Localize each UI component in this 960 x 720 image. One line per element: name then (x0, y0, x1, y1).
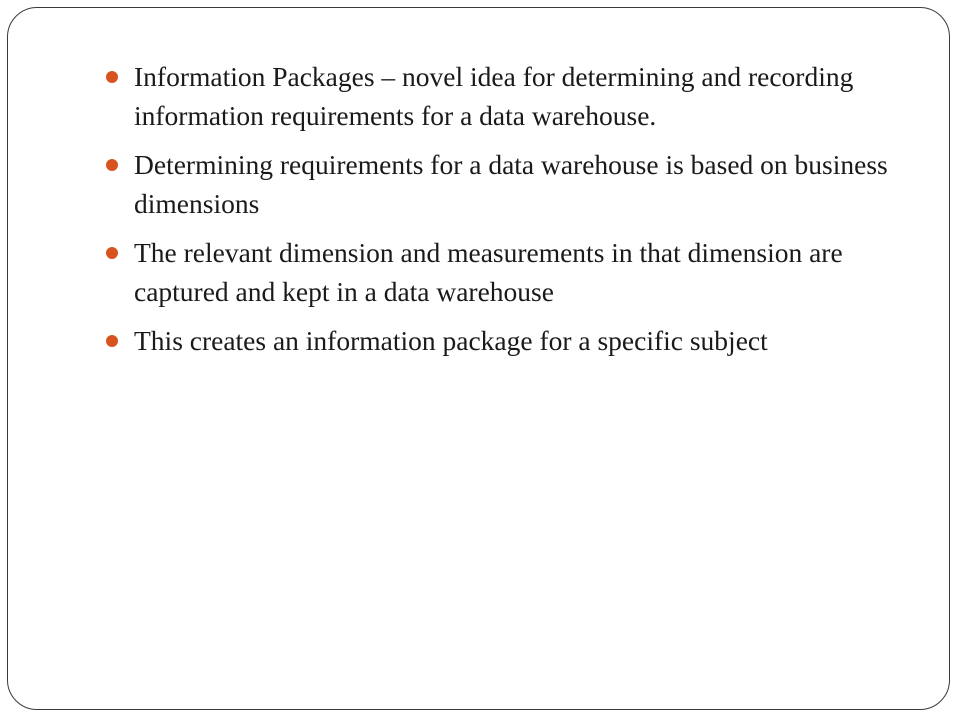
bullet-dot-icon (106, 247, 118, 259)
bullet-text: This creates an information package for a specific subject (134, 325, 768, 356)
bullet-item (105, 145, 895, 223)
bullet-dot-icon (106, 335, 118, 347)
bullet-text: Information Packages – novel idea for determining and recording information requirements for a data warehouse. (134, 61, 854, 131)
bullet-item (105, 57, 895, 135)
bullet-text: Determining requirements for a data warehouse is based on business dimensions (134, 149, 888, 219)
bullet-dot-icon (106, 159, 118, 171)
bullet-dot-icon (106, 71, 118, 83)
bullet-list (105, 57, 895, 370)
bullet-item (105, 233, 895, 311)
bullet-text: The relevant dimension and measurements in that dimension are captured and kept in a data warehouse (134, 237, 843, 307)
bullet-item (105, 321, 895, 360)
